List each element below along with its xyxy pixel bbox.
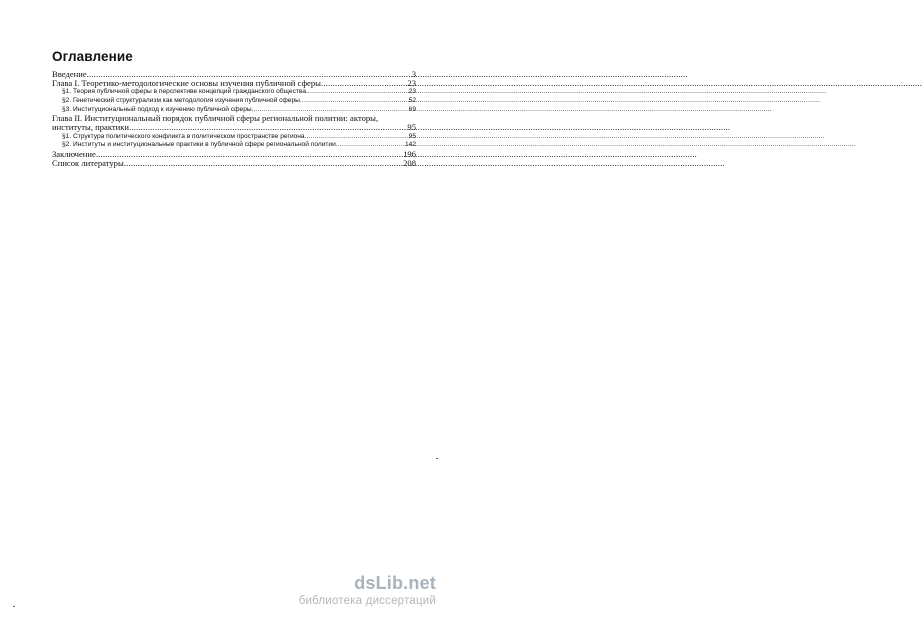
- watermark-subtitle: библиотека диссертаций: [298, 595, 436, 607]
- table-of-contents: [52, 70, 416, 168]
- toc-page-number: 208: [403, 157, 416, 168]
- toc-entry-text: §1. Структура политического конфликта в политическом пространстве региона: [62, 132, 305, 140]
- toc-page-number: 23: [408, 88, 416, 96]
- toc-page-number: 69: [408, 105, 416, 113]
- watermark: [299, 573, 436, 607]
- toc-entry-section-2-1: [52, 133, 416, 142]
- toc-entry-section-1-1: [52, 88, 416, 97]
- document-page: [0, 0, 450, 620]
- leader-dots: [321, 79, 406, 88]
- toc-page-number: 196: [403, 148, 416, 159]
- toc-entry-text: Список литературы: [52, 157, 124, 168]
- watermark-logo: dsLib.net: [354, 573, 436, 593]
- toc-page-number: 23: [407, 78, 416, 89]
- toc-entry-text-line1: Глава II. Институциональный порядок публичной сферы региональной политии: акторы,: [52, 113, 379, 124]
- leader-dots: [129, 123, 406, 132]
- toc-entry-text: Заключение: [52, 148, 96, 159]
- toc-page-number: 95: [408, 132, 416, 140]
- toc-entry-bibliography: [52, 159, 416, 168]
- toc-entry-text: §2. Институты и институциональные практики в публичной сфере региональной политии: [62, 141, 336, 149]
- leader-dots: [124, 159, 402, 168]
- toc-entry-text: Введение: [52, 69, 87, 79]
- toc-page-number: 95: [407, 122, 416, 133]
- toc-entry-text: Глава I. Теоретико-методологические основы изучения публичной сферы: [52, 78, 321, 89]
- leader-dots: [306, 88, 408, 97]
- toc-entry-text-line2: институты, практики: [52, 122, 130, 133]
- page-title: Оглавление: [52, 49, 133, 64]
- toc-entry-text: §3. Институциональный подход к изучению публичной сферы: [62, 105, 252, 113]
- toc-entry-section-1-2: [52, 97, 416, 106]
- toc-entry-text: §2. Генетический структурализм как методология изучения публичной сферы: [62, 97, 300, 104]
- leader-dots: [305, 133, 408, 142]
- leader-dots: [300, 97, 408, 106]
- toc-entry-text: §1. Теория публичной сферы в перспективе концепций гражданского общества: [62, 88, 306, 96]
- scan-speck: [13, 606, 15, 607]
- toc-page-number: 52: [408, 97, 416, 104]
- toc-page-number: 3: [411, 69, 416, 79]
- toc-entry-chapter-2: [52, 114, 416, 132]
- toc-page-number: 142: [404, 141, 416, 149]
- scan-speck: [436, 458, 438, 459]
